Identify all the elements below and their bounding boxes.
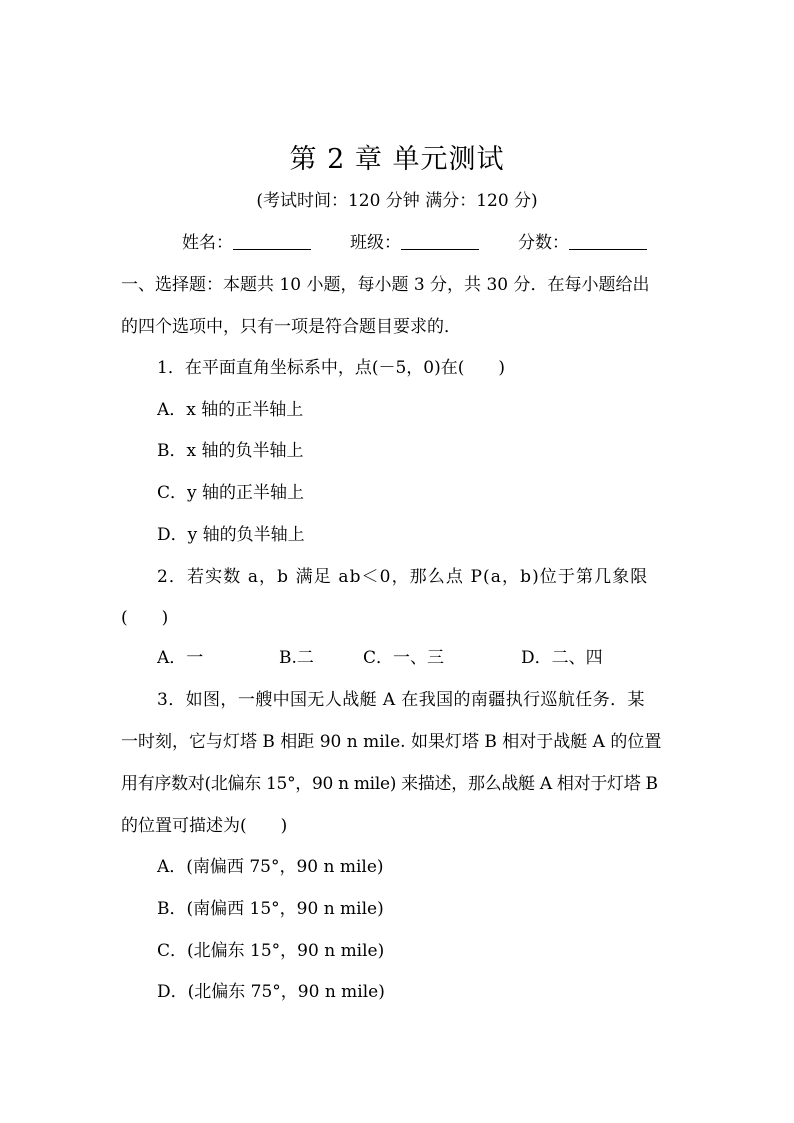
score-blank[interactable] [569,233,647,250]
section-heading-line1: 一、选择题：本题共 10 小题，每小题 3 分，共 30 分．在每小题给出 [121,275,650,295]
q3-stem-line1: 3．如图，一艘中国无人战艇 A 在我国的南疆执行巡航任务．某 [157,690,645,710]
page-title: 第 2 章 单元测试 [289,144,505,175]
class-label: 班级： [350,233,401,253]
q1-stem: 1．在平面直角坐标系中，点(－5，0)在( ) [157,358,505,378]
score-label: 分数： [518,233,569,253]
score-field [518,232,647,254]
q3-stem-line4: 的位置可描述为( ) [121,816,288,836]
q1-option-c: C．y 轴的正半轴上 [157,483,305,503]
name-field [182,232,311,254]
class-field [350,232,479,254]
section-heading-line2: 的四个选项中，只有一项是符合题目要求的． [121,317,461,337]
q2-option-b: B.二 [279,648,314,668]
q2-stem-line2: ( ) [121,608,169,628]
class-blank[interactable] [401,233,479,250]
q3-option-d: D．(北偏东 75°，90 n mile) [157,982,385,1002]
exam-meta: (考试时间：120 分钟 满分：120 分) [256,191,538,211]
q2-option-c: C．一、三 [363,648,445,668]
q2-option-a: A．一 [157,648,204,668]
q2-stem-line1: 2．若实数 a，b 满足 ab＜0，那么点 P(a，b)位于第几象限 [157,567,649,587]
name-label: 姓名： [182,233,233,253]
q3-stem-line2: 一时刻，它与灯塔 B 相距 90 n mile. 如果灯塔 B 相对于战艇 A 的位置 [121,732,662,752]
q3-stem-line3: 用有序数对(北偏东 15°，90 n mile) 来描述，那么战艇 A 相对于灯塔 B [121,774,658,794]
q1-option-d: D．y 轴的负半轴上 [157,525,305,545]
q1-option-b: B．x 轴的负半轴上 [157,441,304,461]
q3-option-a: A．(南偏西 75°，90 n mile) [157,857,384,877]
q2-option-d: D．二、四 [521,648,603,668]
name-blank[interactable] [233,233,311,250]
q3-option-b: B．(南偏西 15°，90 n mile) [157,899,384,919]
q1-option-a: A．x 轴的正半轴上 [157,400,304,420]
q3-option-c: C．(北偏东 15°，90 n mile) [157,941,385,961]
